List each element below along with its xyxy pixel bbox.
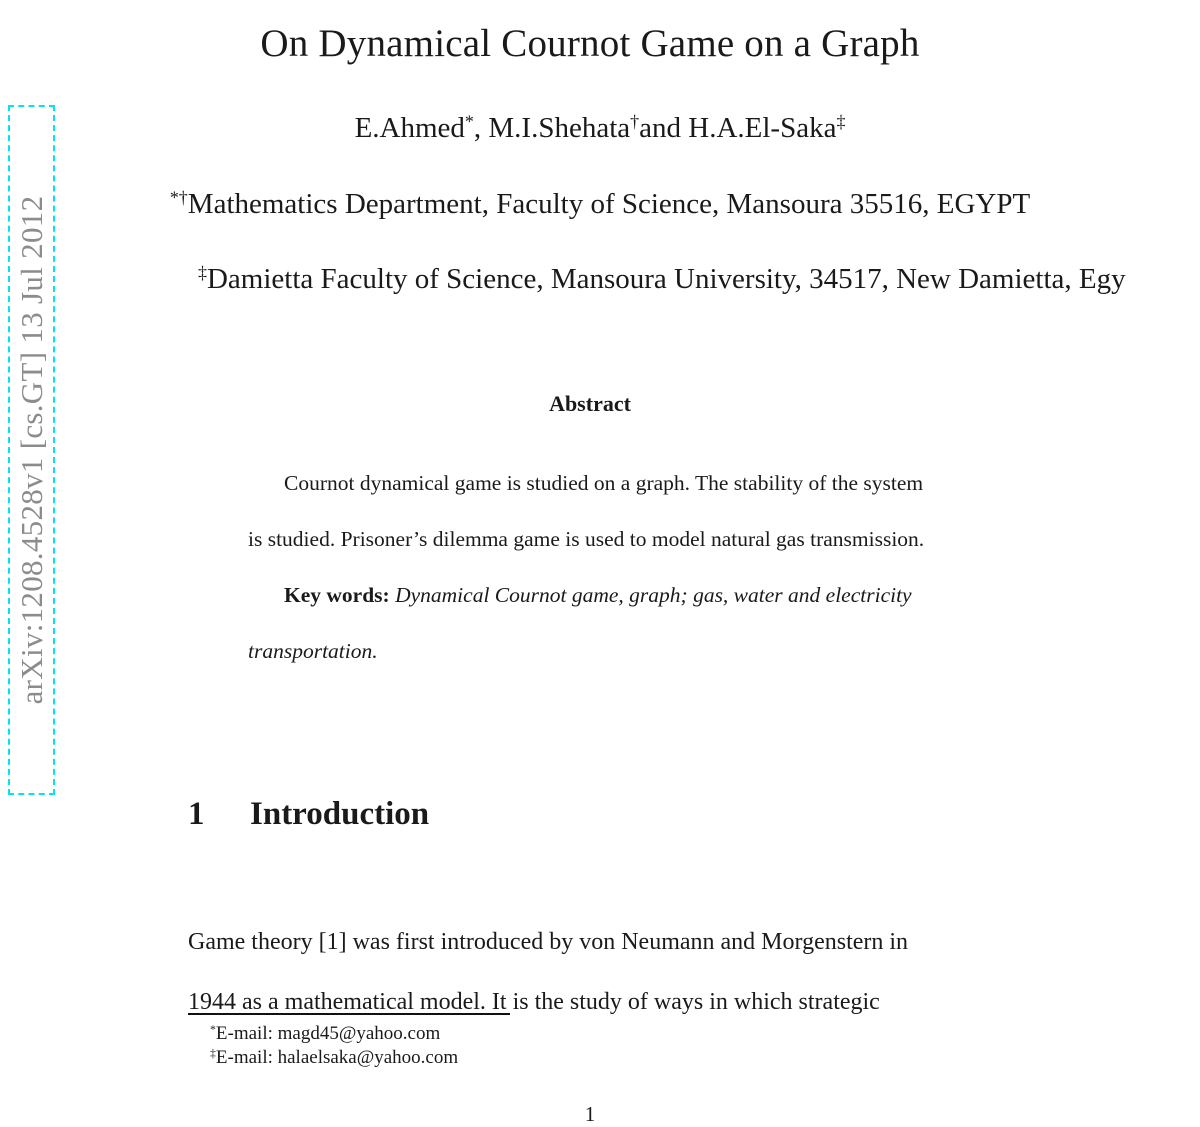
footnote-2-mark: ‡ (210, 1046, 216, 1060)
footnote-2-text: E-mail: halaelsaka@yahoo.com (215, 1047, 459, 1068)
author-1-footnote-mark: * (464, 111, 474, 132)
affiliation-1-text: Mathematics Department, Faculty of Science, Mansoura 35516, EGYPT (187, 188, 1031, 220)
footnote-1-mark: * (210, 1022, 216, 1036)
page-title: On Dynamical Cournot Game on a Graph (260, 22, 920, 66)
author-separator-2: and (639, 112, 689, 144)
footnote-separator-rule (188, 1013, 510, 1015)
section-title: Introduction (250, 796, 430, 832)
affiliation-line-2 (198, 261, 1200, 297)
abstract-keywords (248, 567, 938, 679)
footnote-1-text: E-mail: magd45@yahoo.com (215, 1023, 441, 1044)
author-2-footnote-mark: † (630, 111, 640, 132)
author-name-1: E.Ahmed (354, 112, 465, 144)
abstract-heading: Abstract (549, 391, 631, 416)
section-number: 1 (188, 796, 205, 832)
author-name-2: M.I.Shehata (488, 112, 631, 144)
author-separator-1: , (473, 112, 489, 144)
footnote-list (210, 1022, 458, 1070)
affiliation-2-mark: ‡ (198, 262, 207, 283)
abstract-paragraph: Cournot dynamical game is studied on a graph. The stability of the system is studied. Prisoner’s dilemma game is used to model natural gas transmission. (248, 471, 925, 551)
section-heading-introduction (188, 796, 429, 833)
footnote-item (210, 1022, 458, 1046)
keywords-label: Key words: (284, 583, 390, 607)
body-line: 1944 as a mathematical model. It is the study of ways in which strategic (188, 989, 880, 1015)
abstract-body (248, 455, 938, 679)
page-number: 1 (584, 1102, 596, 1126)
body-line: Game theory [1] was first introduced by von Neumann and Morgenstern in (188, 929, 909, 955)
author-list (0, 110, 1200, 146)
keywords-value: Dynamical Cournot game, graph; gas, water and electricity transportation. (248, 583, 912, 663)
affiliation-line-1 (0, 186, 1200, 222)
arxiv-stamp-text: arXiv:1208.4528v1 [cs.GT] 13 Jul 2012 (13, 195, 49, 705)
affiliation-1-mark: *† (169, 187, 188, 208)
affiliation-2-text: Damietta Faculty of Science, Mansoura University, 34517, New Damietta, Egy (206, 263, 1126, 295)
author-name-3: H.A.El-Saka (688, 112, 837, 144)
author-3-footnote-mark: ‡ (836, 111, 846, 132)
footnote-item (210, 1046, 458, 1070)
